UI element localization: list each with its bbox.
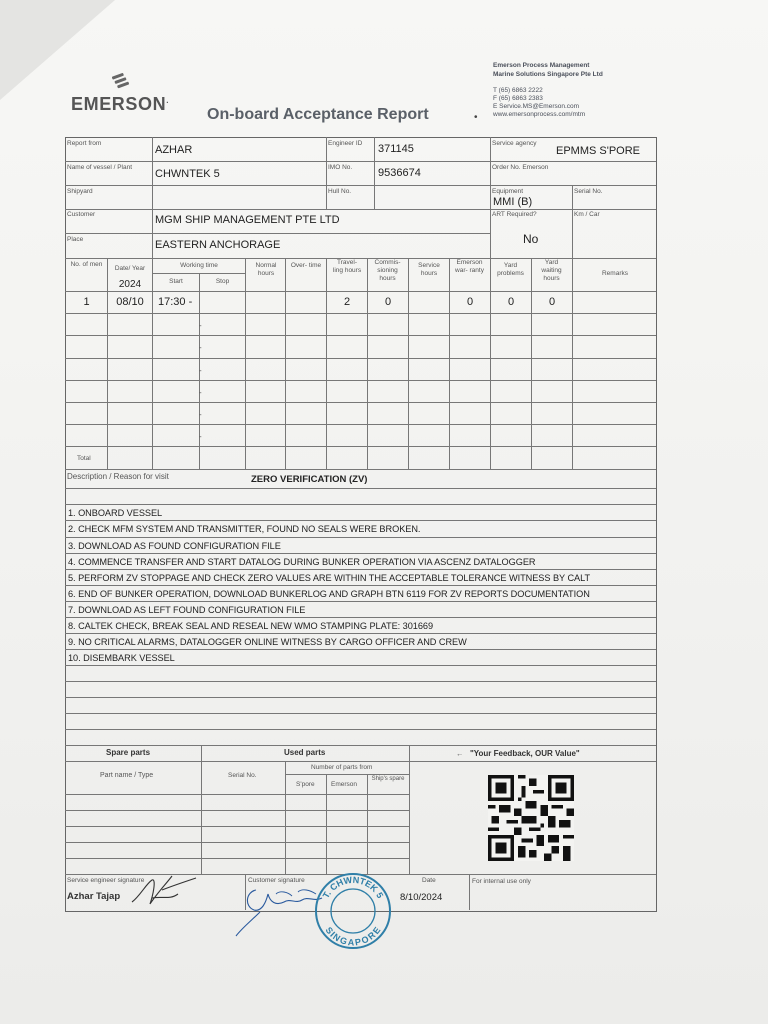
art-label: ART Required? [492, 211, 537, 218]
divider [65, 291, 656, 292]
fax-number: F (65) 6863 2383 [493, 95, 543, 102]
company-name: Emerson Process Management [493, 62, 590, 69]
description-heading: ZERO VERIFICATION (ZV) [251, 474, 368, 485]
divider [65, 649, 656, 650]
place-label: Place [67, 236, 84, 243]
description-line: 9. NO CRITICAL ALARMS, DATALOGGER ONLINE WITNESS BY CARGO OFFICER AND CREW [68, 637, 467, 647]
divider [65, 601, 656, 602]
description-line: 6. END OF BUNKER OPERATION, DOWNLOAD BUNKERLOG AND GRAPH BTN 6119 FOR ZV REPORTS DOCUMENTATION [68, 589, 590, 599]
service-agency-label: Service agency [492, 140, 537, 147]
row1-warranty: 0 [466, 296, 474, 308]
company-block [493, 61, 603, 79]
divider [65, 585, 656, 586]
km-car-label: Km / Car [574, 211, 600, 218]
signature-date: 8/10/2024 [400, 892, 443, 903]
divider [65, 446, 656, 447]
divider [572, 185, 573, 258]
divider [65, 209, 656, 210]
svg-text:SINGAPORE: SINGAPORE [323, 925, 383, 948]
website: www.emersonprocess.com/mtm [493, 111, 586, 118]
divider [65, 504, 656, 505]
divider [65, 520, 656, 521]
divider [374, 137, 375, 209]
divider [409, 745, 410, 874]
col-header-stop: Stop [215, 278, 230, 285]
brand-logo-text: EMERSON. [71, 94, 170, 114]
svg-text:T. CHWNTEK 5: T. CHWNTEK 5 [320, 874, 386, 900]
divider [65, 161, 656, 162]
feedback-heading: "Your Feedback, OUR Value" [470, 749, 580, 758]
divider [65, 826, 409, 827]
col-header-overtime: Over- time [290, 262, 322, 269]
divider [65, 424, 656, 425]
row1-travelling: 2 [343, 296, 351, 308]
col-header-travelling: Travel- ling hours [332, 259, 362, 274]
col-header-warranty: Emerson war- ranty [455, 259, 484, 274]
divider [65, 729, 656, 730]
divider [65, 537, 656, 538]
divider [65, 335, 656, 336]
divider [490, 258, 491, 469]
company-division: Marine Solutions Singapore Pte Ltd [493, 71, 603, 78]
description-line: 4. COMMENCE TRANSFER AND START DATALOG DURING BUNKER OPERATION VIA ASCENZ DATALOGGER [68, 557, 536, 567]
divider [490, 137, 491, 258]
divider [285, 761, 286, 874]
divider [65, 488, 656, 489]
divider [65, 842, 409, 843]
divider [285, 258, 286, 469]
feedback-qr-code[interactable] [485, 775, 577, 861]
report-title: On-board Acceptance Report [207, 106, 429, 123]
col-header-yard-problems: Yard problems [497, 262, 524, 277]
folded-corner [0, 0, 115, 100]
phone-number: T (65) 6863 2222 [493, 87, 543, 94]
customer-label: Customer [67, 211, 96, 218]
title-mark: • [474, 112, 478, 123]
order-label: Order No. Emerson [492, 164, 549, 171]
col-header-men: No. of men [70, 261, 103, 268]
row1-yard-waiting: 0 [548, 296, 556, 308]
contact-block [493, 87, 585, 119]
col-header-commissioning: Commis- sioning hours [374, 259, 401, 282]
spore-header: S'pore [296, 781, 315, 788]
serial-no-header: Serial No. [228, 772, 257, 779]
divider [367, 774, 368, 874]
engineer-signature-label: Service engineer signature [67, 877, 145, 884]
divider [65, 665, 656, 666]
equipment-value: MMI (B) [493, 196, 533, 208]
divider [285, 774, 409, 775]
row1-commissioning: 0 [384, 296, 392, 308]
time-dash: - [199, 432, 202, 441]
divider [65, 745, 656, 746]
divider [367, 258, 368, 469]
customer-signature-label: Customer signature [248, 877, 305, 884]
col-header-service: Service hours [418, 262, 440, 277]
time-dash: - [199, 321, 202, 330]
hull-label: Hull No. [328, 188, 352, 195]
shipyard-label: Shipyard [67, 188, 93, 195]
description-label: Description / Reason for visit [67, 472, 169, 481]
time-dash: - [199, 410, 202, 419]
divider [469, 874, 470, 910]
engineer-signature [122, 870, 202, 912]
engineer-name: Azhar Tajap [67, 891, 121, 902]
divider [201, 745, 202, 874]
imo-label: IMO No. [328, 164, 353, 171]
vessel-value: CHWNTEK 5 [155, 168, 220, 180]
divider [245, 258, 246, 469]
description-line: 2. CHECK MFM SYSTEM AND TRANSMITTER, FOUND NO SEALS WERE BROKEN. [68, 524, 421, 534]
row1-yard-problems: 0 [507, 296, 515, 308]
equipment-label: Equipment [492, 188, 524, 195]
divider [65, 761, 409, 762]
divider [65, 553, 656, 554]
engineer-id-value: 371145 [378, 143, 414, 155]
divider [572, 258, 573, 469]
serial-label: Serial No. [574, 188, 603, 195]
divider [65, 569, 656, 570]
description-line: 10. DISEMBARK VESSEL [68, 653, 175, 663]
imo-value: 9536674 [378, 167, 421, 179]
used-parts-heading: Used parts [284, 748, 326, 757]
customer-value: MGM SHIP MANAGEMENT PTE LTD [155, 214, 340, 226]
ships-spare-header: Ship's spare [371, 776, 405, 782]
divider [65, 469, 656, 470]
col-header-start: Start [169, 278, 183, 285]
email-address: E Service.MS@Emerson.com [493, 103, 580, 110]
description-line: 7. DOWNLOAD AS LEFT FOUND CONFIGURATION FILE [68, 605, 306, 615]
part-name-header: Part name / Type [100, 772, 154, 779]
emerson-header: Emerson [331, 781, 358, 788]
date-label: Date [422, 877, 436, 884]
divider [65, 617, 656, 618]
time-dash: - [199, 343, 202, 352]
report-from-value: AZHAR [155, 144, 193, 156]
divider [65, 810, 409, 811]
row1-date: 08/10 [116, 296, 144, 308]
company-stamp [313, 871, 393, 951]
divider [152, 137, 153, 258]
place-value: EASTERN ANCHORAGE [155, 239, 281, 251]
col-header-yard-waiting: Yard waiting hours [541, 259, 562, 282]
spare-parts-heading: Spare parts [106, 748, 151, 757]
divider [65, 233, 490, 234]
divider [326, 258, 327, 469]
vessel-label: Name of vessel / Plant [67, 164, 133, 171]
description-line: 1. ONBOARD VESSEL [68, 508, 163, 518]
divider [65, 713, 656, 714]
divider [65, 858, 409, 859]
divider [326, 137, 327, 209]
time-dash: - [199, 388, 202, 397]
description-line: 3. DOWNLOAD AS FOUND CONFIGURATION FILE [68, 541, 281, 551]
divider [409, 761, 656, 762]
time-dash: - [199, 366, 202, 375]
engineer-id-label: Engineer ID [328, 140, 363, 147]
divider [326, 774, 327, 874]
total-label: Total [77, 455, 91, 462]
feedback-arrow-icon: ← [456, 749, 464, 758]
col-header-remarks: Remarks [601, 270, 628, 277]
row1-start: 17:30 - [158, 296, 193, 308]
col-header-working-time: Working time [180, 262, 218, 269]
divider [65, 185, 656, 186]
divider [65, 402, 656, 403]
row1-men: 1 [83, 296, 90, 308]
internal-use-label: For internal use only [472, 878, 531, 885]
art-value: No [523, 232, 539, 246]
divider [449, 258, 450, 469]
divider [65, 794, 409, 795]
divider [65, 697, 656, 698]
divider [531, 258, 532, 469]
col-header-year: 2024 [118, 279, 142, 290]
divider [152, 258, 153, 469]
number-from-header: Number of parts from [311, 764, 373, 771]
divider [65, 313, 656, 314]
col-header-normal: Normal hours [255, 262, 277, 277]
divider [65, 358, 656, 359]
divider [408, 258, 409, 469]
report-from-label: Report from [67, 140, 102, 147]
divider [65, 633, 656, 634]
emerson-logo-icon [112, 72, 130, 92]
divider [65, 681, 656, 682]
col-header-date: Date/ Year [114, 265, 146, 272]
description-line: 5. PERFORM ZV STOPPAGE AND CHECK ZERO VALUES ARE WITHIN THE ACCEPTABLE TOLERANCE WITNESS BY CALT [68, 573, 591, 583]
description-line: 8. CALTEK CHECK, BREAK SEAL AND RESEAL NEW WMO STAMPING PLATE: 301669 [68, 621, 434, 631]
divider [65, 380, 656, 381]
service-agency-value: EPMMS S'PORE [556, 145, 641, 157]
